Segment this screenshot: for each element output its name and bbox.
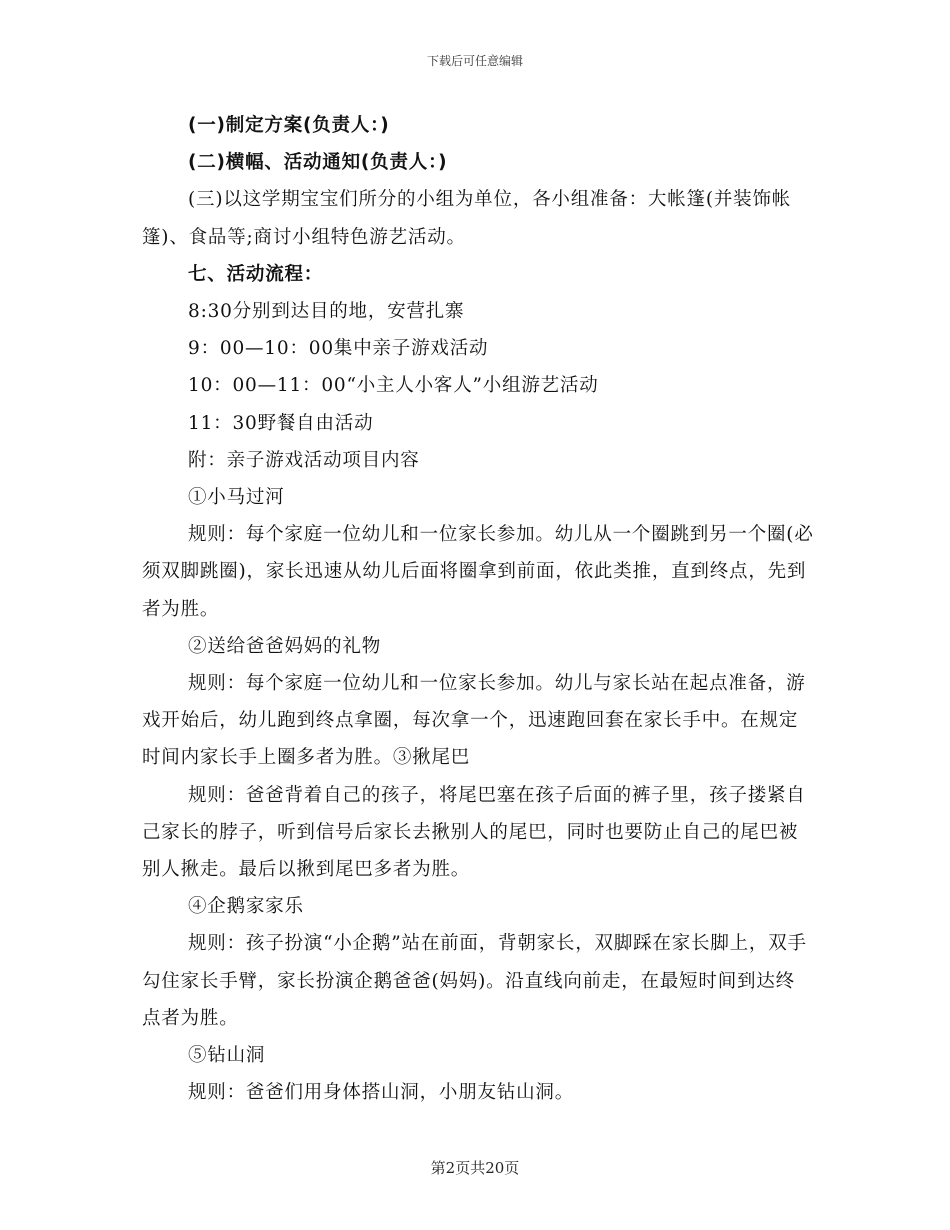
game-rules: 规则：每个家庭一位幼儿和一位家长参加。幼儿与家长站在起点准备，游戏开始后，幼儿跑到终点拿圈，每次拿一个，迅速跑回套在家长手中。在规定时间内家长手上圈多者为胜。③揪尾巴 [142,673,806,769]
game-rules: 规则：孩子扮演“小企鹅”站在前面，背朝家长，双脚踩在家长脚上，双手勾住家长手臂，家长扮演企鹅爸爸(妈妈)。沿直线向前走，在最短时间到达终点者为胜。 [142,933,807,1029]
page-header: 下载后可任意编辑 [426,54,523,68]
schedule-item: 10：00—11：00“小主人小客人”小组游艺活动 [188,375,599,397]
document-body [142,107,814,1111]
game-title: ④企鹅家家乐 [188,896,304,918]
game-title: ⑤钻山洞 [188,1045,266,1067]
schedule-item: 8:30分别到达目的地，安营扎寨 [188,301,465,323]
game-title: ②送给爸爸妈妈的礼物 [188,635,382,657]
section-groups: (三)以这学期宝宝们所分的小组为单位，各小组准备：大帐篷(并装饰帐篷)、食品等;商讨小组特色游艺活动。 [142,189,792,248]
schedule-item: 9：00—10：00集中亲子游戏活动 [188,338,489,360]
game-rules: 规则：每个家庭一位幼儿和一位家长参加。幼儿从一个圈跳到另一个圈(必须双脚跳圈)，家长迅速从幼儿后面将圈拿到前面，依此类推，直到终点，先到者为胜。 [142,524,814,620]
appendix-heading: 附：亲子游戏活动项目内容 [188,449,420,471]
game-title: ①小马过河 [188,487,285,509]
game-rules: 规则：爸爸们用身体搭山洞，小朋友钻山洞。 [188,1082,575,1104]
game-rules: 规则：爸爸背着自己的孩子，将尾巴塞在孩子后面的裤子里，孩子搂紧自己家长的脖子，听到信号后家长去揪别人的尾巴，同时也要防止自己的尾巴被别人揪走。最后以揪到尾巴多者为胜。 [142,784,806,881]
section-banner: (二)横幅、活动通知(负责人：) [188,152,448,174]
page-footer: 第2页共20页 [430,1159,520,1177]
section-process-heading: 七、活动流程： [188,263,324,285]
section-plan: (一)制定方案(负责人：) [188,115,390,136]
schedule-item: 11：30野餐自由活动 [188,412,374,434]
